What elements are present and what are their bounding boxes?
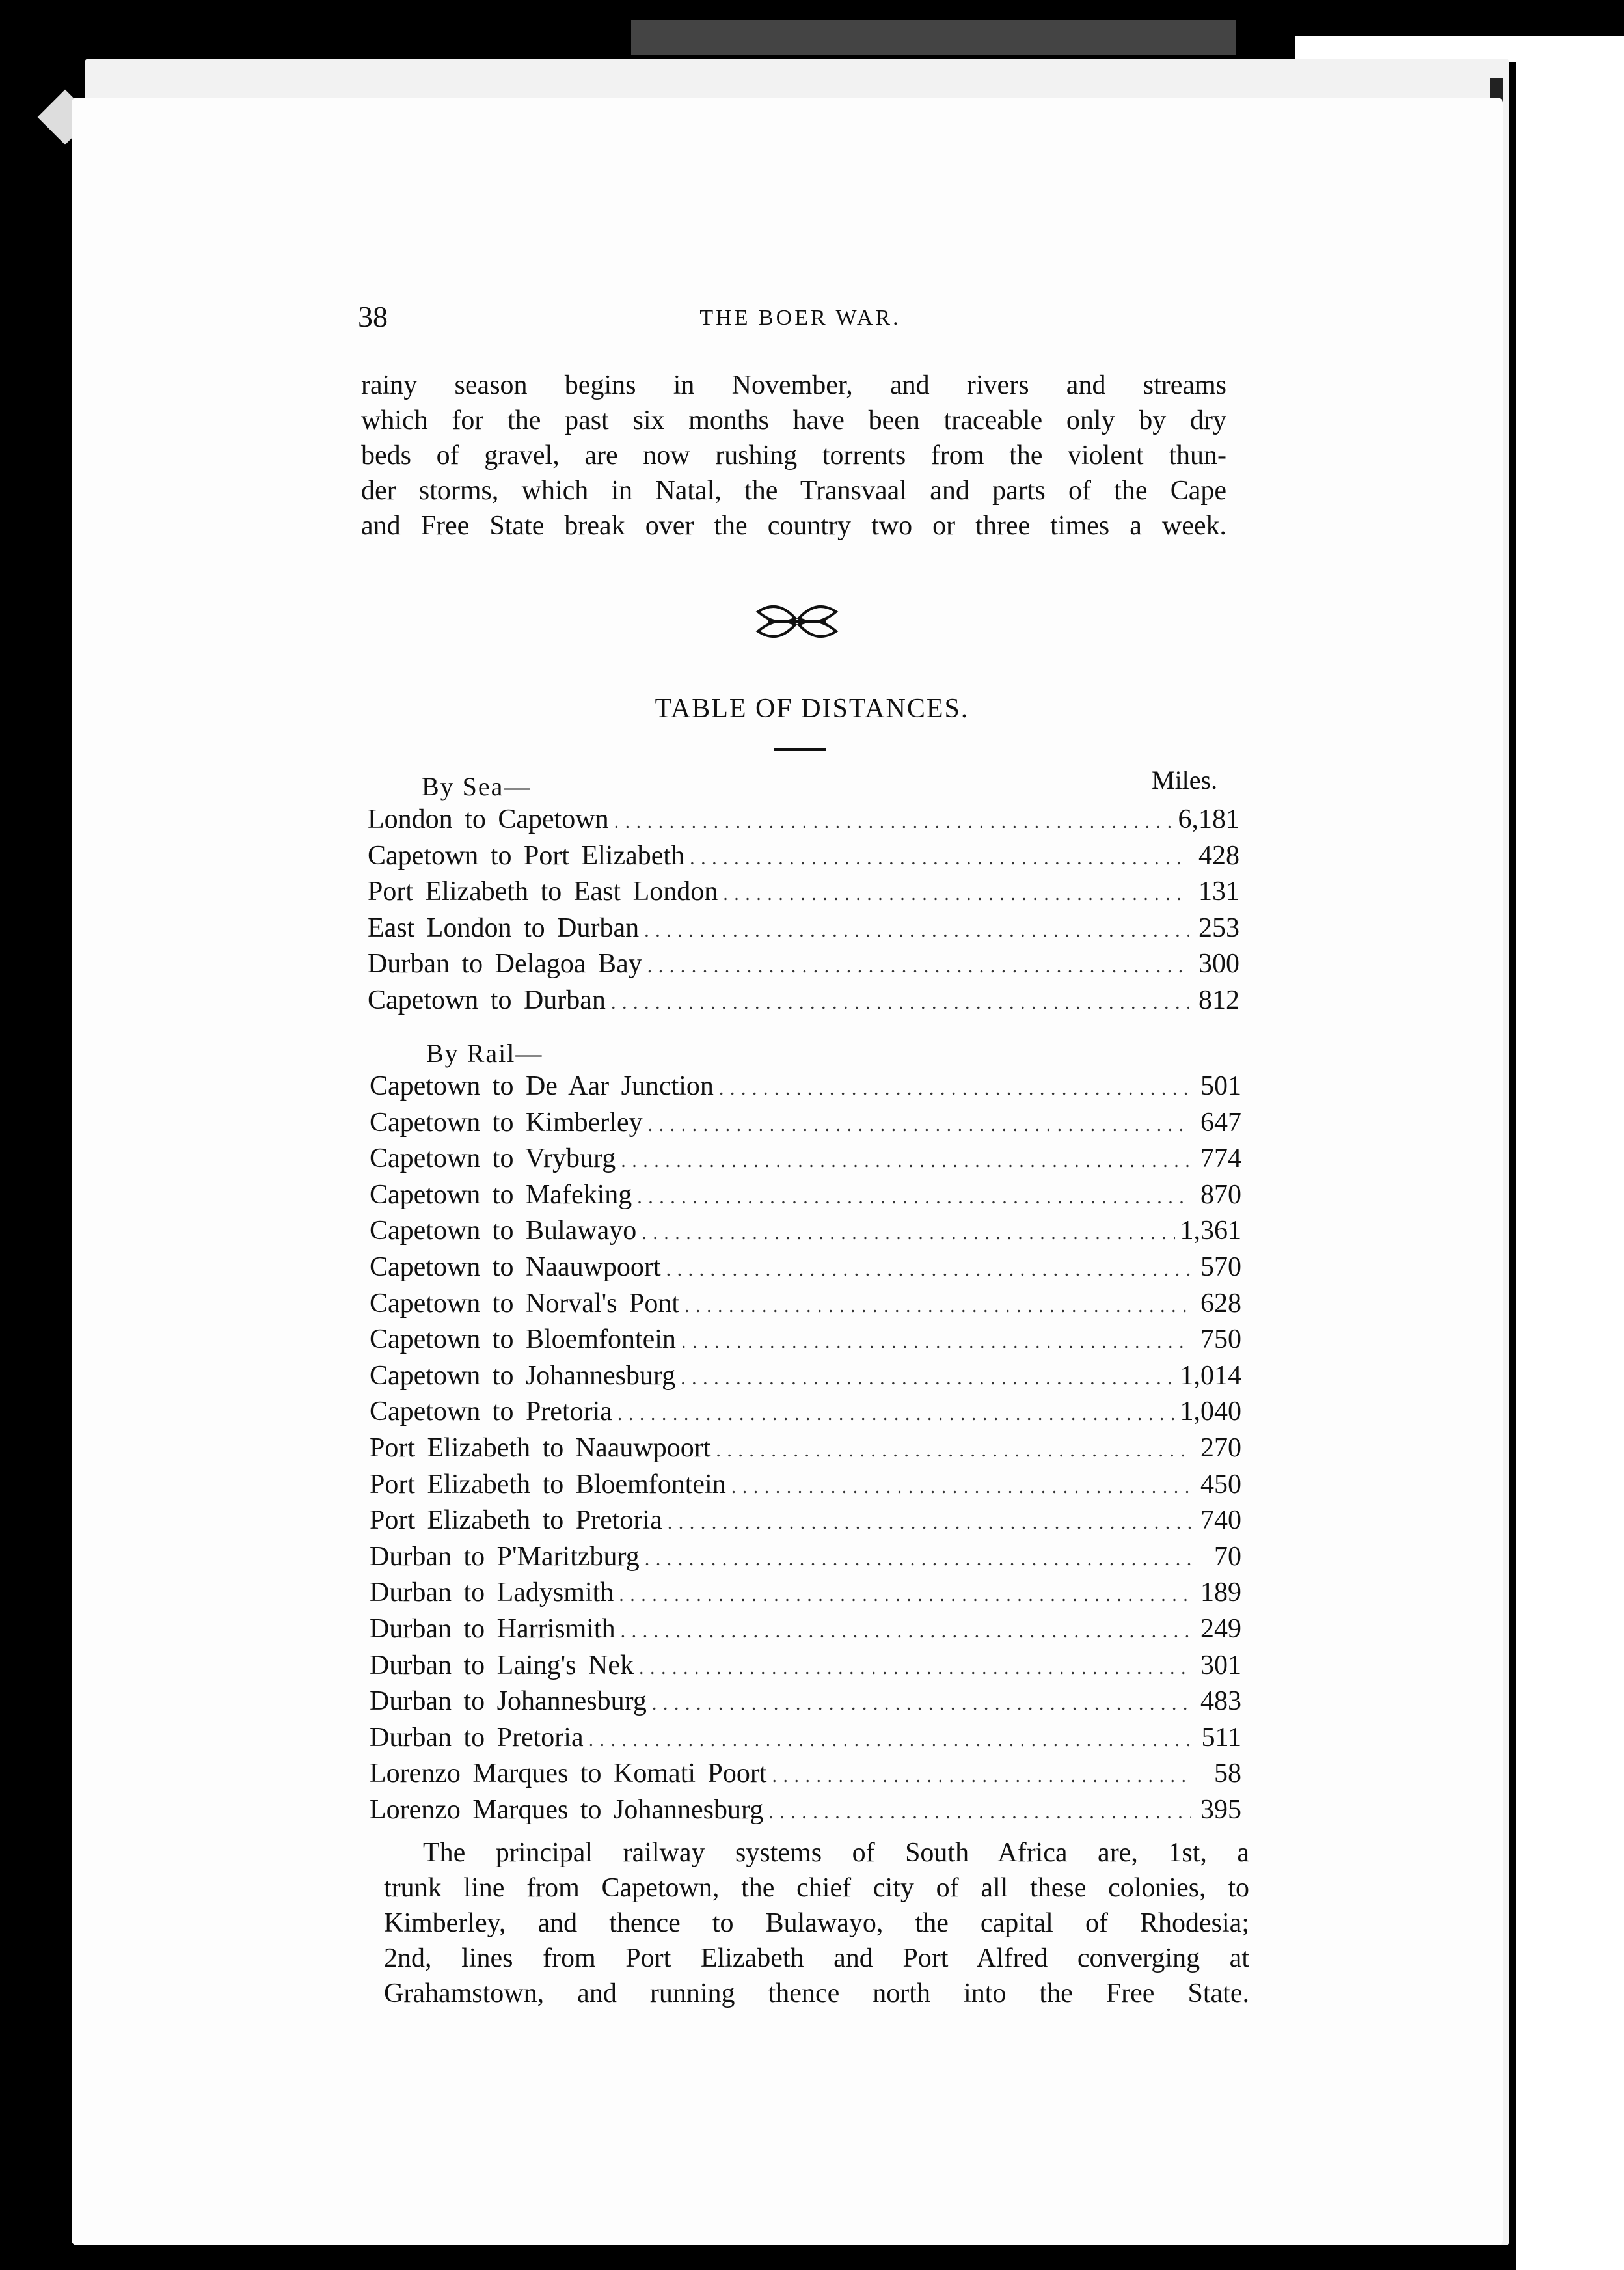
route-name: Capetown to Naauwpoort: [370, 1251, 661, 1282]
route-miles: 750: [1200, 1324, 1241, 1355]
table-row: [370, 1650, 1241, 1686]
route-miles: 774: [1200, 1143, 1241, 1174]
route-name: Capetown to Mafeking: [370, 1179, 632, 1210]
closing-paragraph: [384, 1835, 1249, 2011]
paragraph-line: Kimberley, and thence to Bulawayo, the capital of Rhodesia;: [384, 1908, 1249, 1938]
route-name: Lorenzo Marques to Komati Poort: [370, 1758, 767, 1789]
route-miles: 300: [1198, 949, 1239, 979]
route-name: Port Elizabeth to Pretoria: [370, 1505, 662, 1536]
table-row: [370, 1505, 1241, 1541]
paragraph-line: der storms, which in Natal, the Transvaal and parts of the Cape: [361, 476, 1226, 506]
table-row: [368, 985, 1239, 1021]
table-title: TABLE OF DISTANCES.: [655, 694, 969, 724]
table-row: [368, 840, 1239, 877]
table-row: [370, 1107, 1241, 1143]
route-miles: 1,040: [1180, 1397, 1241, 1427]
table-row: [368, 948, 1239, 985]
table-row: [370, 1794, 1241, 1831]
by-sea-label: By Sea—: [422, 772, 532, 801]
leader-dots: [690, 847, 1189, 869]
route-name: Durban to Pretoria: [370, 1722, 584, 1753]
facing-page-edge: [1516, 46, 1624, 2270]
route-miles: 511: [1201, 1722, 1241, 1753]
route-name: East London to Durban: [368, 912, 640, 943]
leader-dots: [639, 1657, 1191, 1679]
route-miles: 270: [1200, 1432, 1241, 1463]
page-number: 38: [358, 300, 388, 333]
route-name: Capetown to Vryburg: [370, 1143, 616, 1174]
paragraph-line: The principal railway systems of South Africa are, 1st, a: [423, 1838, 1249, 1868]
miles-column-header: Miles.: [1152, 765, 1218, 795]
route-miles: 1,361: [1180, 1216, 1241, 1246]
route-name: Capetown to Johannesburg: [370, 1360, 676, 1391]
table-row: [370, 1179, 1241, 1216]
leader-dots: [772, 1765, 1191, 1787]
leader-dots: [619, 1584, 1191, 1606]
route-name: Capetown to Bloemfontein: [370, 1324, 676, 1355]
table-row: [368, 912, 1239, 949]
route-name: Durban to Johannesburg: [370, 1686, 647, 1717]
table-row: [370, 1071, 1241, 1107]
route-miles: 812: [1198, 985, 1239, 1015]
route-name: Durban to Delagoa Bay: [368, 949, 642, 979]
route-name: Capetown to Durban: [368, 985, 606, 1015]
route-name: London to Capetown: [368, 804, 609, 834]
route-name: Port Elizabeth to Bloemfontein: [370, 1469, 726, 1499]
leader-dots: [768, 1801, 1191, 1824]
leader-dots: [637, 1186, 1191, 1209]
route-name: Capetown to Port Elizabeth: [368, 840, 685, 871]
route-name: Capetown to Pretoria: [370, 1397, 612, 1427]
route-miles: 189: [1200, 1578, 1241, 1608]
table-row: [370, 1396, 1241, 1432]
page-header: [358, 299, 1243, 345]
paragraph-line: rainy season begins in November, and rivers and streams: [361, 370, 1226, 400]
route-name: Port Elizabeth to Naauwpoort: [370, 1432, 711, 1463]
leader-dots: [645, 1548, 1191, 1570]
leader-dots: [681, 1331, 1191, 1353]
leader-dots: [731, 1476, 1191, 1498]
route-name: Capetown to De Aar Junction: [370, 1071, 714, 1101]
route-name: Capetown to Kimberley: [370, 1107, 643, 1138]
paragraph-line: 2nd, lines from Port Elizabeth and Port Alfred converging at: [384, 1943, 1249, 1973]
leader-dots: [621, 1620, 1191, 1643]
table-row: [370, 1758, 1241, 1794]
table-row: [370, 1360, 1241, 1397]
route-miles: 1,014: [1180, 1360, 1241, 1391]
route-miles: 301: [1200, 1650, 1241, 1680]
ornament-fleuron-icon: [755, 599, 839, 644]
table-row: [368, 804, 1239, 840]
scan-top-shadow: [631, 20, 1236, 55]
leader-dots: [589, 1729, 1191, 1751]
route-name: Durban to Harrismith: [370, 1613, 616, 1644]
route-miles: 501: [1200, 1071, 1241, 1101]
rail-routes-list: [370, 1071, 1241, 1830]
table-row: [368, 876, 1239, 912]
running-head: THE BOER WAR.: [699, 306, 901, 330]
route-name: Lorenzo Marques to Johannesburg: [370, 1794, 764, 1825]
paragraph-line: which for the past six months have been traceable only by dry: [361, 405, 1226, 435]
route-name: Durban to Ladysmith: [370, 1578, 614, 1608]
leader-dots: [681, 1367, 1174, 1389]
leader-dots: [684, 1295, 1191, 1317]
table-row: [370, 1722, 1241, 1758]
table-row: [370, 1324, 1241, 1360]
leader-dots: [644, 920, 1189, 942]
paragraph-line: trunk line from Capetown, the chief city of all these colonies, to: [384, 1873, 1249, 1903]
leader-dots: [723, 883, 1189, 905]
route-name: Durban to Laing's Nek: [370, 1650, 634, 1680]
by-rail-label: By Rail—: [426, 1039, 543, 1068]
leader-dots: [611, 992, 1189, 1014]
leader-dots: [642, 1222, 1174, 1244]
paragraph-line: beds of gravel, are now rushing torrents from the violent thun-: [361, 441, 1226, 471]
table-row: [370, 1613, 1241, 1650]
table-row: [370, 1143, 1241, 1179]
route-miles: 70: [1214, 1541, 1241, 1572]
route-miles: 740: [1200, 1505, 1241, 1536]
route-miles: 628: [1200, 1288, 1241, 1319]
leader-dots: [666, 1259, 1191, 1281]
leader-dots: [647, 955, 1189, 978]
leader-dots: [614, 811, 1173, 833]
route-name: Port Elizabeth to East London: [368, 877, 718, 907]
route-miles: 249: [1200, 1613, 1241, 1644]
table-row: [370, 1469, 1241, 1505]
leader-dots: [648, 1114, 1191, 1136]
table-row: [370, 1288, 1241, 1324]
leader-dots: [716, 1440, 1191, 1462]
table-row: [370, 1686, 1241, 1722]
route-miles: 647: [1200, 1107, 1241, 1138]
route-miles: 58: [1214, 1758, 1241, 1789]
route-miles: 253: [1198, 912, 1239, 943]
leader-dots: [668, 1512, 1191, 1534]
route-miles: 450: [1200, 1469, 1241, 1499]
table-row: [370, 1577, 1241, 1613]
intro-paragraph: [361, 368, 1226, 543]
paragraph-line: and Free State break over the country two or three times a week.: [361, 511, 1226, 541]
table-row: [370, 1251, 1241, 1288]
table-row: [370, 1215, 1241, 1251]
route-miles: 483: [1200, 1686, 1241, 1717]
route-miles: 131: [1198, 877, 1239, 907]
route-name: Capetown to Bulawayo: [370, 1216, 637, 1246]
route-miles: 870: [1200, 1179, 1241, 1210]
route-name: Durban to P'Maritzburg: [370, 1541, 640, 1572]
leader-dots: [621, 1150, 1191, 1172]
title-rule: [774, 748, 826, 751]
route-miles: 570: [1200, 1251, 1241, 1282]
leader-dots: [652, 1693, 1191, 1715]
leader-dots: [617, 1403, 1175, 1425]
route-miles: 6,181: [1178, 804, 1239, 834]
table-row: [370, 1541, 1241, 1578]
table-row: [370, 1432, 1241, 1469]
sea-routes-list: [368, 804, 1239, 1021]
paragraph-line: Grahamstown, and running thence north into the Free State.: [384, 1978, 1249, 2008]
route-miles: 428: [1198, 840, 1239, 871]
leader-dots: [719, 1078, 1191, 1100]
route-name: Capetown to Norval's Pont: [370, 1288, 680, 1319]
route-miles: 395: [1200, 1794, 1241, 1825]
